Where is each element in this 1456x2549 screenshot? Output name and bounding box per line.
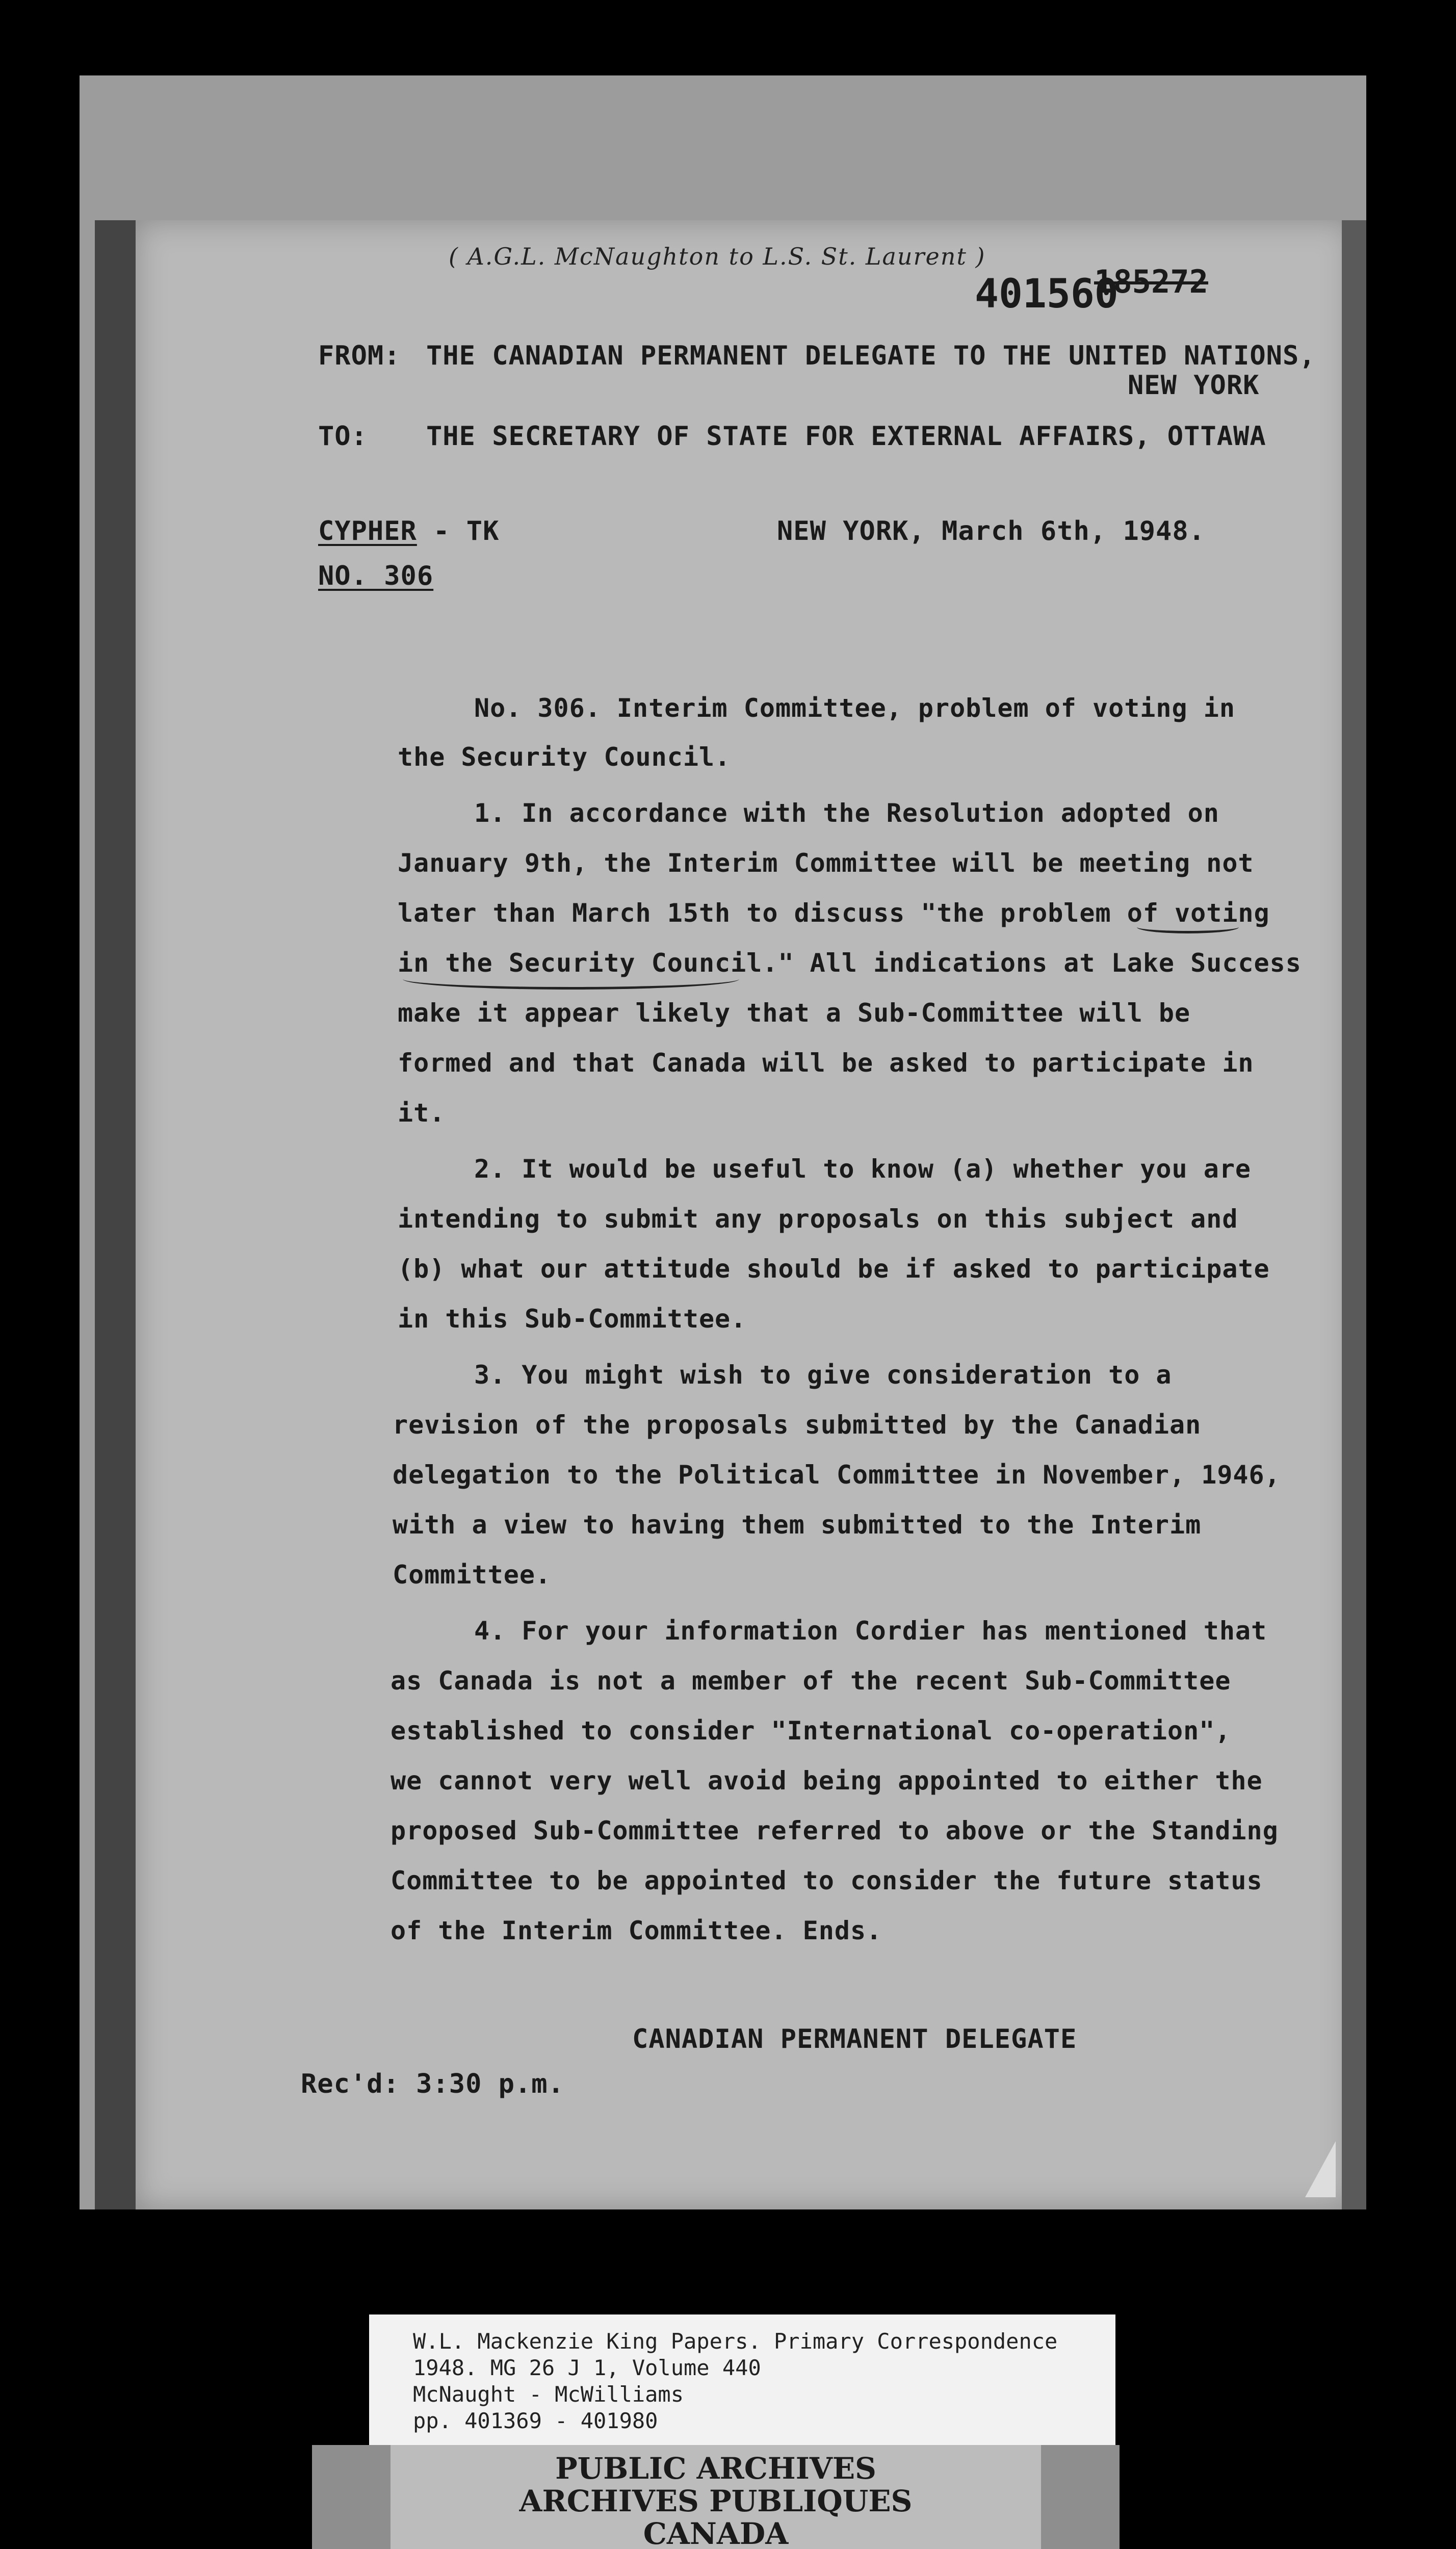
received-time: Rec'd: 3:30 p.m. bbox=[301, 2069, 564, 2099]
cypher-suffix: - TK bbox=[417, 516, 500, 547]
reference-number: NO. 306 bbox=[318, 561, 434, 591]
body-line: in the Security Council." All indications at Lake Success bbox=[398, 948, 1302, 978]
body-line: intending to submit any proposals on this subject and bbox=[398, 1204, 1238, 1234]
body-line: January 9th, the Interim Committee will be meeting not bbox=[398, 848, 1254, 878]
body-line: it. bbox=[398, 1098, 446, 1128]
body-line: delegation to the Political Committee in November, 1946, bbox=[393, 1460, 1281, 1490]
body-line: of the Interim Committee. Ends. bbox=[391, 1916, 882, 1945]
body-line: 3. You might wish to give consideration to a bbox=[474, 1360, 1172, 1390]
body-line: established to consider "International co-operation", bbox=[391, 1716, 1231, 1746]
stamp-line: CANADA bbox=[643, 2516, 789, 2549]
to-label: TO: bbox=[318, 421, 368, 452]
body-line: (b) what our attitude should be if asked to participate bbox=[398, 1254, 1270, 1284]
cypher-label: CYPHER bbox=[318, 516, 417, 547]
sheet-shadow-left bbox=[95, 220, 136, 2209]
from-label: FROM: bbox=[318, 341, 401, 371]
body-line: 2. It would be useful to know (a) whether you are bbox=[474, 1154, 1252, 1184]
body-line: with a view to having them submitted to the Interim bbox=[393, 1510, 1202, 1540]
body-line: Committee to be appointed to consider the future status bbox=[391, 1866, 1263, 1895]
body-line: 4. For your information Cordier has mentioned that bbox=[474, 1616, 1267, 1646]
archive-label-line: pp. 401369 - 401980 bbox=[413, 2408, 658, 2433]
archive-label-line: W.L. Mackenzie King Papers. Primary Correspondence bbox=[413, 2329, 1058, 2354]
stamp-line: ARCHIVES PUBLIQUES bbox=[519, 2484, 913, 2518]
archives-stamp bbox=[312, 2445, 1120, 2549]
from-text: THE CANADIAN PERMANENT DELEGATE TO THE UNITED NATIONS, bbox=[426, 341, 1316, 371]
pen-underline bbox=[403, 969, 739, 990]
body-line: the Security Council. bbox=[398, 742, 731, 772]
archive-label bbox=[369, 2314, 1115, 2445]
archive-label-line: 1948. MG 26 J 1, Volume 440 bbox=[413, 2355, 761, 2380]
place-date: NEW YORK, March 6th, 1948. bbox=[777, 516, 1205, 547]
body-line: No. 306. Interim Committee, problem of voting in bbox=[474, 693, 1235, 723]
handwritten-annotation: ( A.G.L. McNaughton to L.S. St. Laurent ) bbox=[449, 243, 986, 270]
document-number: 401560 bbox=[975, 271, 1119, 317]
archives-stamp-text bbox=[391, 2445, 1041, 2549]
body-line: later than March 15th to discuss "the problem of voting bbox=[398, 898, 1270, 928]
body-line: we cannot very well avoid being appointed to either the bbox=[391, 1766, 1263, 1796]
signature: CANADIAN PERMANENT DELEGATE bbox=[632, 2024, 1077, 2054]
body-line: 1. In accordance with the Resolution adopted on bbox=[474, 798, 1219, 828]
sheet-shadow-right bbox=[1342, 220, 1366, 2209]
body-line: formed and that Canada will be asked to participate in bbox=[398, 1048, 1254, 1078]
cypher-line bbox=[318, 516, 499, 547]
body-line: proposed Sub-Committee referred to above or the Standing bbox=[391, 1816, 1279, 1845]
stamp-line: PUBLIC ARCHIVES bbox=[555, 2451, 876, 2486]
body-line: as Canada is not a member of the recent Sub-Committee bbox=[391, 1666, 1231, 1696]
struck-number: 185272 bbox=[1094, 263, 1208, 300]
body-line: in this Sub-Committee. bbox=[398, 1304, 747, 1334]
pen-underline bbox=[1137, 921, 1239, 933]
body-line: Committee. bbox=[393, 1560, 552, 1590]
archive-label-line: McNaught - McWilliams bbox=[413, 2382, 684, 2407]
body-line: make it appear likely that a Sub-Committee will be bbox=[398, 998, 1191, 1028]
from-text-city: NEW YORK bbox=[1128, 370, 1260, 401]
to-text: THE SECRETARY OF STATE FOR EXTERNAL AFFAIRS, OTTAWA bbox=[426, 421, 1266, 452]
page-corner-fold bbox=[1305, 2141, 1336, 2197]
body-line: revision of the proposals submitted by the Canadian bbox=[393, 1410, 1202, 1440]
